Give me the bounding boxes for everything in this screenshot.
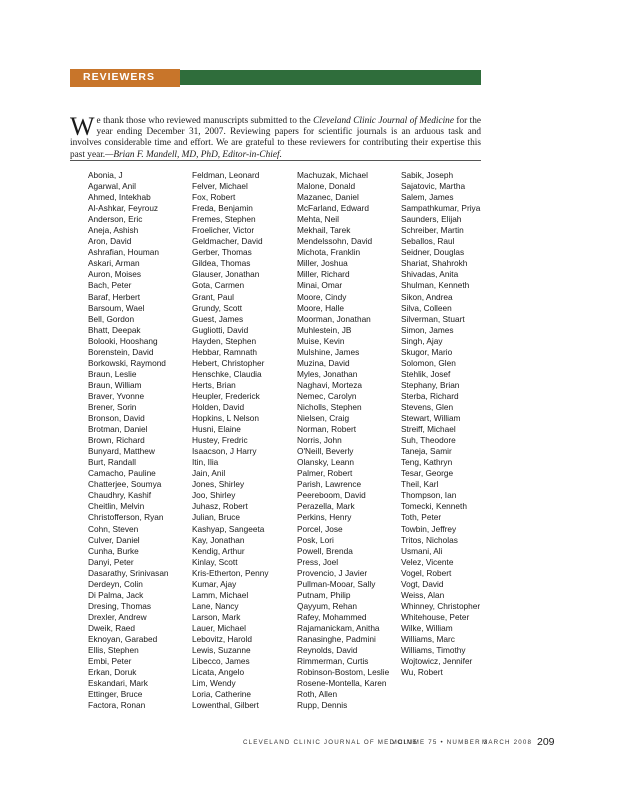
reviewer-name: Chaudhry, Kashif bbox=[88, 490, 152, 501]
reviewer-name: Abonia, J bbox=[88, 170, 123, 180]
reviewer-name: Naghavi, Morteza bbox=[297, 379, 363, 390]
reviewer-name: Rimmerman, Curtis bbox=[297, 656, 369, 667]
reviewer-name: Kashyap, Sangeeta bbox=[192, 523, 265, 534]
reviewer-name: Miller, Joshua bbox=[297, 258, 348, 269]
reviewer-name: Rajamanickam, Anitha bbox=[297, 622, 380, 633]
reviewer-name: Eskandari, Mark bbox=[88, 678, 148, 689]
reviewer-name: Williams, Timothy bbox=[401, 645, 466, 656]
reviewer-name: Mazanec, Daniel bbox=[297, 192, 359, 203]
reviewer-name: Holden, David bbox=[192, 401, 245, 412]
reviewer-name: Seidner, Douglas bbox=[401, 247, 465, 258]
reviewer-name: Heupler, Frederick bbox=[192, 390, 260, 401]
reviewer-name: Press, Joel bbox=[297, 556, 339, 567]
reviewer-name: Parish, Lawrence bbox=[297, 479, 362, 490]
reviewer-name: Taneja, Samir bbox=[401, 446, 452, 457]
reviewer-name: Danyi, Peter bbox=[88, 556, 134, 567]
reviewer-name: Wilke, William bbox=[401, 622, 453, 633]
reviewer-name: Baraf, Herbert bbox=[88, 291, 141, 302]
reviewer-name: Auron, Moises bbox=[88, 269, 142, 280]
reviewer-name: Cohn, Steven bbox=[88, 523, 139, 534]
intro-paragraph bbox=[70, 112, 482, 161]
reviewer-name: Robinson-Bostom, Leslie bbox=[297, 667, 390, 678]
reviewer-name: Toth, Peter bbox=[401, 512, 442, 523]
reviewer-name: Bolooki, Hooshang bbox=[88, 335, 158, 346]
reviewer-name: Aron, David bbox=[88, 236, 132, 247]
reviewer-name: Minai, Omar bbox=[297, 280, 343, 291]
reviewer-name: Muzina, David bbox=[297, 357, 350, 368]
reviewer-name: Dweik, Raed bbox=[88, 622, 136, 633]
reviewer-name: Schreiber, Martin bbox=[401, 225, 464, 236]
reviewer-name: Libecco, James bbox=[192, 656, 250, 667]
reviewer-name: Whitehouse, Peter bbox=[401, 611, 470, 622]
section-title: REVIEWERS 2007 bbox=[70, 69, 180, 87]
reviewer-name: Ellis, Stephen bbox=[88, 645, 139, 656]
reviewer-name: Myles, Jonathan bbox=[297, 368, 358, 379]
reviewer-name: Erkan, Doruk bbox=[88, 667, 137, 678]
reviewer-name: Tritos, Nicholas bbox=[401, 534, 458, 545]
reviewer-name: Weiss, Alan bbox=[401, 589, 445, 600]
reviewer-name: Felver, Michael bbox=[192, 181, 248, 192]
reviewer-column-2 bbox=[192, 170, 269, 711]
reviewer-name: Hustey, Fredric bbox=[192, 435, 248, 446]
reviewer-name: Brown, Richard bbox=[88, 435, 145, 446]
reviewer-name: Hopkins, L Nelson bbox=[192, 413, 260, 424]
reviewer-name: Lauer, Michael bbox=[192, 622, 246, 633]
reviewer-name: Shivadas, Anita bbox=[401, 269, 459, 280]
reviewer-name: Lim, Wendy bbox=[192, 678, 236, 689]
reviewer-name: Vogt, David bbox=[401, 578, 444, 589]
intro-text-after: for the year ending December 31, 2007. Reviewing papers for scientific journals is an arduous task and involves considerable time and effort. We are grateful to these reviewers for contributing their expertise this past year. bbox=[70, 116, 482, 160]
reviewer-name: O'Neill, Beverly bbox=[297, 446, 354, 457]
reviewer-name: Dresing, Thomas bbox=[88, 600, 152, 611]
reviewer-name: Kinlay, Scott bbox=[192, 556, 238, 567]
reviewer-column-1 bbox=[88, 170, 169, 711]
reviewer-name: Simon, James bbox=[401, 324, 454, 335]
reviewer-name: Hebbar, Ramnath bbox=[192, 346, 258, 357]
reviewer-name: Ashrafian, Houman bbox=[88, 247, 160, 258]
reviewer-name: Suh, Theodore bbox=[401, 435, 456, 446]
reviewer-name: Mehta, Neil bbox=[297, 214, 339, 225]
reviewer-name: Posk, Lori bbox=[297, 534, 334, 545]
reviewer-name: Skugor, Mario bbox=[401, 346, 453, 357]
reviewer-name: Jones, Shirley bbox=[192, 479, 245, 490]
reviewer-name: Malone, Donald bbox=[297, 181, 356, 192]
reviewer-name: Saunders, Elijah bbox=[401, 214, 462, 225]
intro-divider bbox=[70, 160, 481, 161]
reviewer-name: Sampathkumar, Priya bbox=[401, 203, 481, 214]
reviewer-name: Nicholls, Stephen bbox=[297, 401, 362, 412]
reviewer-name: Sterba, Richard bbox=[401, 390, 459, 401]
reviewer-name: Bunyard, Matthew bbox=[88, 446, 155, 457]
reviewer-name: Michota, Franklin bbox=[297, 247, 361, 258]
reviewer-name: Di Palma, Jack bbox=[88, 589, 144, 600]
reviewer-name: Jain, Anil bbox=[192, 468, 226, 479]
reviewer-name: Wu, Robert bbox=[401, 667, 443, 678]
reviewer-name: Gota, Carmen bbox=[192, 280, 245, 291]
reviewer-name: Mulshine, James bbox=[297, 346, 360, 357]
reviewer-name: Brener, Sorin bbox=[88, 401, 137, 412]
reviewer-name: Singh, Ajay bbox=[401, 335, 443, 346]
reviewer-name: Reynolds, David bbox=[297, 645, 358, 656]
reviewer-name: Braun, Leslie bbox=[88, 368, 137, 379]
reviewer-name: Braun, William bbox=[88, 379, 142, 390]
reviewer-name: Perkins, Henry bbox=[297, 512, 352, 523]
reviewer-name: Barsoum, Wael bbox=[88, 302, 145, 313]
journal-name: Cleveland Clinic Journal of Medicine bbox=[313, 116, 454, 126]
reviewer-name: Larson, Mark bbox=[192, 611, 241, 622]
reviewer-name: Silva, Colleen bbox=[401, 302, 452, 313]
reviewer-name: Peereboom, David bbox=[297, 490, 366, 501]
reviewer-name: Salem, James bbox=[401, 192, 454, 203]
reviewer-name: Al-Ashkar, Feyrouz bbox=[88, 203, 159, 214]
reviewer-name: Husni, Elaine bbox=[192, 424, 241, 435]
reviewer-name: Camacho, Pauline bbox=[88, 468, 156, 479]
reviewer-name: Rosene-Montella, Karen bbox=[297, 678, 387, 689]
reviewer-name: Sabik, Joseph bbox=[401, 170, 454, 180]
reviewer-name: Thompson, Ian bbox=[401, 490, 457, 501]
reviewer-name: Julian, Bruce bbox=[192, 512, 240, 523]
reviewer-name: Gerber, Thomas bbox=[192, 247, 252, 258]
reviewer-name: Cunha, Burke bbox=[88, 545, 139, 556]
reviewer-name: Stewart, William bbox=[401, 413, 461, 424]
reviewer-name: Lewis, Suzanne bbox=[192, 645, 251, 656]
reviewer-name: Sikon, Andrea bbox=[401, 291, 453, 302]
reviewer-name: Lane, Nancy bbox=[192, 600, 239, 611]
reviewer-name: Licata, Angelo bbox=[192, 667, 245, 678]
reviewer-name: Silverman, Stuart bbox=[401, 313, 465, 324]
reviewer-name: Derdeyn, Colin bbox=[88, 578, 143, 589]
reviewer-name: Palmer, Robert bbox=[297, 468, 353, 479]
reviewer-name: Lowenthal, Gilbert bbox=[192, 700, 259, 711]
reviewer-name: Bronson, David bbox=[88, 413, 145, 424]
reviewer-name: McFarland, Edward bbox=[297, 203, 369, 214]
footer-journal-name: CLEVELAND CLINIC JOURNAL OF MEDICINE bbox=[243, 739, 418, 746]
reviewer-name: Borkowski, Raymond bbox=[88, 357, 166, 368]
reviewer-name: Henschke, Claudia bbox=[192, 368, 262, 379]
reviewer-name: Ahmed, Intekhab bbox=[88, 192, 151, 203]
reviewer-name: Machuzak, Michael bbox=[297, 170, 369, 180]
reviewer-name: Powell, Brenda bbox=[297, 545, 353, 556]
reviewer-name: Grant, Paul bbox=[192, 291, 234, 302]
reviewer-name: Embi, Peter bbox=[88, 656, 132, 667]
reviewer-name: Fremes, Stephen bbox=[192, 214, 256, 225]
reviewer-name: Herts, Brian bbox=[192, 379, 236, 390]
reviewer-name: Stehlik, Josef bbox=[401, 368, 451, 379]
reviewer-name: Teng, Kathryn bbox=[401, 457, 453, 468]
reviewer-name: Pullman-Mooar, Sally bbox=[297, 578, 376, 589]
footer-issue: VOLUME 75 • NUMBER 3 bbox=[392, 739, 489, 746]
reviewer-name: Mekhail, Tarek bbox=[297, 225, 351, 236]
reviewer-name: Miller, Richard bbox=[297, 269, 350, 280]
reviewer-name: Moorman, Jonathan bbox=[297, 313, 371, 324]
reviewer-name: Porcel, Jose bbox=[297, 523, 343, 534]
reviewer-name: Wojtowicz, Jennifer bbox=[401, 656, 473, 667]
reviewer-column-3 bbox=[297, 170, 389, 711]
page-footer bbox=[0, 736, 620, 750]
reviewer-name: Bhatt, Deepak bbox=[88, 324, 141, 335]
reviewer-name: Olansky, Leann bbox=[297, 457, 355, 468]
editor-signature: —Brian F. Mandell, MD, PhD, Editor-in-Chief. bbox=[105, 149, 282, 160]
reviewer-name: Drexler, Andrew bbox=[88, 611, 147, 622]
reviewer-name: Tesar, George bbox=[401, 468, 454, 479]
reviewer-name: Christofferson, Ryan bbox=[88, 512, 164, 523]
reviewer-name: Solomon, Glen bbox=[401, 357, 456, 368]
reviewer-name: Towbin, Jeffrey bbox=[401, 523, 457, 534]
reviewer-name: Culver, Daniel bbox=[88, 534, 140, 545]
reviewer-name: Nielsen, Craig bbox=[297, 413, 350, 424]
reviewer-name: Hayden, Stephen bbox=[192, 335, 257, 346]
reviewer-name: Seballos, Raul bbox=[401, 236, 455, 247]
reviewer-name: Loria, Catherine bbox=[192, 689, 252, 700]
reviewer-name: Kris-Etherton, Penny bbox=[192, 567, 269, 578]
reviewer-name: Ranasinghe, Padmini bbox=[297, 633, 376, 644]
reviewer-name: Rupp, Dennis bbox=[297, 700, 348, 711]
page-number: 209 bbox=[537, 736, 555, 748]
reviewer-name: Braver, Yvonne bbox=[88, 390, 145, 401]
reviewer-name: Anderson, Eric bbox=[88, 214, 143, 225]
reviewer-name: Kay, Jonathan bbox=[192, 534, 245, 545]
reviewer-name: Askari, Arman bbox=[88, 258, 140, 269]
reviewer-name: Eknoyan, Garabed bbox=[88, 633, 158, 644]
footer-date: MARCH 2008 bbox=[482, 739, 533, 746]
reviewer-name: Theil, Karl bbox=[401, 479, 439, 490]
reviewer-name: Lebovitz, Harold bbox=[192, 633, 252, 644]
reviewer-name: Feldman, Leonard bbox=[192, 170, 260, 180]
reviewer-name: Tomecki, Kenneth bbox=[401, 501, 467, 512]
reviewer-name: Juhasz, Robert bbox=[192, 501, 248, 512]
reviewer-name: Joo, Shirley bbox=[192, 490, 236, 501]
reviewer-name: Qayyum, Rehan bbox=[297, 600, 357, 611]
reviewer-name: Nemec, Carolyn bbox=[297, 390, 357, 401]
reviewer-name: Lamm, Michael bbox=[192, 589, 249, 600]
reviewer-name: Norris, John bbox=[297, 435, 342, 446]
reviewer-name: Factora, Ronan bbox=[88, 700, 146, 711]
reviewer-name: Gildea, Thomas bbox=[192, 258, 251, 269]
reviewer-name: Ettinger, Bruce bbox=[88, 689, 143, 700]
reviewer-name: Shulman, Kenneth bbox=[401, 280, 470, 291]
reviewer-name: Norman, Robert bbox=[297, 424, 357, 435]
reviewer-name: Streiff, Michael bbox=[401, 424, 456, 435]
reviewer-name: Roth, Allen bbox=[297, 689, 338, 700]
reviewer-name: Geldmacher, David bbox=[192, 236, 263, 247]
reviewer-name: Perazella, Mark bbox=[297, 501, 355, 512]
reviewer-name: Sajatovic, Martha bbox=[401, 181, 466, 192]
reviewer-name: Muise, Kevin bbox=[297, 335, 345, 346]
reviewer-name: Muhlestein, JB bbox=[297, 324, 352, 335]
reviewer-name: Putnam, Philip bbox=[297, 589, 351, 600]
drop-cap: W bbox=[70, 112, 95, 141]
reviewer-name: Borenstein, David bbox=[88, 346, 154, 357]
reviewer-column-4 bbox=[401, 170, 480, 678]
reviewer-name: Grundy, Scott bbox=[192, 302, 243, 313]
reviewer-name: Usmani, Ali bbox=[401, 545, 443, 556]
reviewer-name: Dasarathy, Srinivasan bbox=[88, 567, 169, 578]
reviewer-name: Fox, Robert bbox=[192, 192, 236, 203]
reviewer-name: Brotman, Daniel bbox=[88, 424, 148, 435]
reviewer-name: Shariat, Shahrokh bbox=[401, 258, 468, 269]
reviewer-name: Burt, Randall bbox=[88, 457, 136, 468]
intro-text-before: e thank those who reviewed manuscripts submitted to the bbox=[96, 116, 314, 126]
reviewer-name: Kumar, Ajay bbox=[192, 578, 237, 589]
reviewer-name: Stevens, Glen bbox=[401, 401, 454, 412]
reviewer-name: Williams, Marc bbox=[401, 633, 455, 644]
reviewer-name: Glauser, Jonathan bbox=[192, 269, 260, 280]
reviewer-name: Guest, James bbox=[192, 313, 244, 324]
reviewer-name: Kendig, Arthur bbox=[192, 545, 245, 556]
reviewer-name: Cheitlin, Melvin bbox=[88, 501, 145, 512]
reviewer-name: Chatterjee, Soumya bbox=[88, 479, 162, 490]
reviewer-name: Velez, Vicente bbox=[401, 556, 454, 567]
reviewer-name: Aneja, Ashish bbox=[88, 225, 139, 236]
reviewer-name: Whinney, Christopher bbox=[401, 600, 481, 611]
reviewer-name: Bach, Peter bbox=[88, 280, 132, 291]
reviewer-name: Froelicher, Victor bbox=[192, 225, 255, 236]
reviewer-name: Hebert, Christopher bbox=[192, 357, 265, 368]
reviewer-name: Moore, Halle bbox=[297, 302, 345, 313]
reviewer-name: Freda, Benjamin bbox=[192, 203, 253, 214]
reviewer-name: Bell, Gordon bbox=[88, 313, 135, 324]
reviewer-name: Isaacson, J Harry bbox=[192, 446, 257, 457]
reviewer-name: Vogel, Robert bbox=[401, 567, 452, 578]
reviewer-name: Provencio, J Javier bbox=[297, 567, 368, 578]
reviewer-name: Rafey, Mohammed bbox=[297, 611, 367, 622]
reviewer-name: Itin, Ilia bbox=[192, 457, 219, 468]
reviewer-name: Mendelssohn, David bbox=[297, 236, 373, 247]
reviewer-name: Moore, Cindy bbox=[297, 291, 347, 302]
reviewer-name: Gugliotti, David bbox=[192, 324, 249, 335]
reviewer-name: Agarwal, Anil bbox=[88, 181, 136, 192]
reviewer-name: Stephany, Brian bbox=[401, 379, 460, 390]
